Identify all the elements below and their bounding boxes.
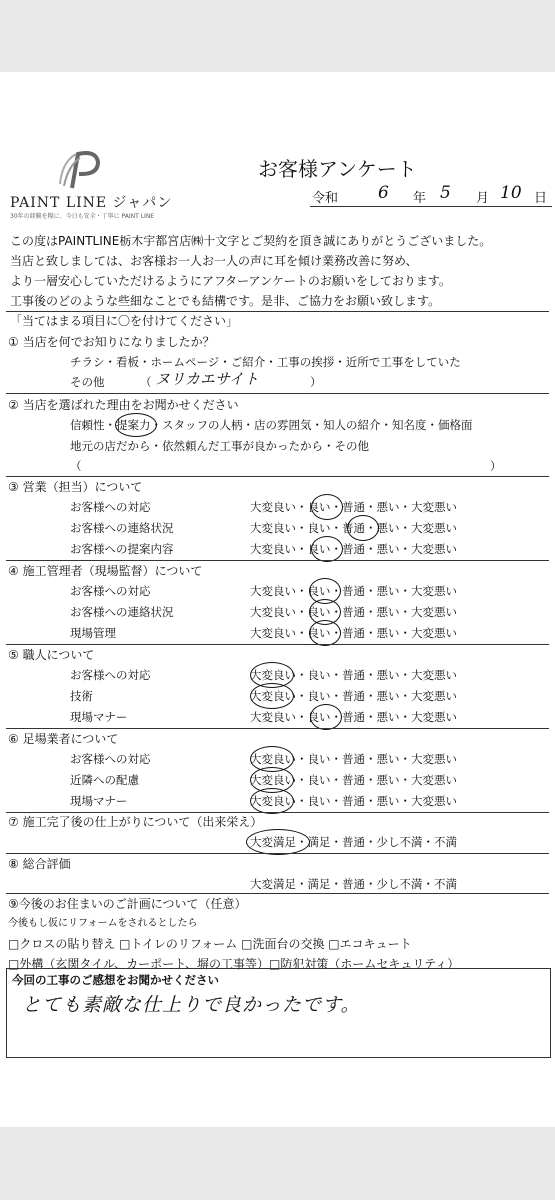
- q4-title: ④ 施工管理者（現場監督）について: [8, 564, 203, 578]
- q4-scale: 大変良い・良い・普通・悪い・大変悪い: [250, 605, 457, 619]
- brand-tagline: 30年の経験を糧に、今日も安全・丁寧に PAINT LINE: [10, 213, 155, 220]
- q8-title: ⑧ 総合評価: [8, 857, 71, 871]
- q6-answer-circle: [250, 788, 294, 814]
- q2-options-2: 地元の店だから・依然頼んだ工事が良かったから・その他: [70, 439, 369, 453]
- q3-title: ③ 営業（担当）について: [8, 480, 143, 494]
- q9-sub: 今後もし仮にリフォームをされるとしたら: [8, 918, 198, 929]
- intro-line: 工事後のどのような些細なことでも結構です。是非、ご協力をお願い致します。: [10, 294, 441, 308]
- q5-scale: 大変良い・良い・普通・悪い・大変悪い: [250, 689, 457, 703]
- date-year-unit: 年: [413, 191, 427, 206]
- q4-scale: 大変良い・良い・普通・悪い・大変悪い: [250, 584, 457, 598]
- date-day-unit: 日: [534, 191, 548, 206]
- q4-scale: 大変良い・良い・普通・悪い・大変悪い: [250, 626, 457, 640]
- q7-title: ⑦ 施工完了後の仕上がりについて（出来栄え）: [8, 815, 263, 829]
- q4-item: お客様への対応: [70, 584, 151, 598]
- q5-title: ⑤ 職人について: [8, 648, 95, 662]
- comment-box-title: 今回の工事のご感想をお聞かせください: [12, 973, 219, 987]
- intro-line: この度はPAINTLINE栃木宇都宮店㈱十文字とご契約を頂き誠にありがとうございました。: [10, 234, 492, 248]
- q4-answer-circle: [309, 620, 341, 646]
- instruction: 「当てはまる項目に〇を付けてください」: [10, 314, 239, 328]
- q3-scale: 大変良い・良い・普通・悪い・大変悪い: [250, 500, 457, 514]
- q1-options: チラシ・看板・ホームページ・ご紹介・工事の挨拶・近所で工事をしていた: [70, 355, 461, 369]
- q1-other-label: その他: [70, 375, 105, 389]
- q3-answer-circle: [311, 494, 343, 520]
- q6-scale: 大変良い・良い・普通・悪い・大変悪い: [250, 794, 457, 808]
- q6-item: 近隣への配慮: [70, 773, 139, 787]
- page-title: お客様アンケート: [258, 157, 417, 181]
- q5-scale: 大変良い・良い・普通・悪い・大変悪い: [250, 668, 457, 682]
- divider: [6, 393, 549, 394]
- date-underline: [310, 206, 552, 207]
- q3-answer-circle: [311, 536, 343, 562]
- q1-title: ① 当店を何でお知りになりましたか？: [8, 335, 215, 349]
- q1-other-close: ）: [310, 375, 322, 389]
- brand-name: PAINT LINE ジャパン: [10, 195, 173, 211]
- q6-item: お客様への対応: [70, 752, 151, 766]
- date-day: 10: [500, 183, 522, 203]
- q6-scale: 大変良い・良い・普通・悪い・大変悪い: [250, 773, 457, 787]
- q9-options-row-1: □クロスの貼り替え □トイレのリフォーム □洗面台の交換 □エコキュート: [8, 937, 412, 951]
- q1-other-value: ヌリカエサイト: [155, 370, 259, 388]
- date-month: 5: [440, 183, 451, 203]
- q5-item: お客様への対応: [70, 668, 151, 682]
- divider: [6, 853, 549, 854]
- q6-title: ⑥ 足場業者について: [8, 732, 119, 746]
- q3-scale: 大変良い・良い・普通・悪い・大変悪い: [250, 542, 457, 556]
- date-era: 令和: [312, 191, 339, 206]
- divider: [6, 893, 549, 894]
- q2-paren-close: ）: [490, 459, 502, 473]
- date-month-unit: 月: [476, 191, 490, 206]
- comment-text: とても素敵な仕上りで良かったです。: [22, 994, 361, 1016]
- q3-item: お客様への提案内容: [70, 542, 174, 556]
- q4-item: お客様への連絡状況: [70, 605, 174, 619]
- divider: [6, 560, 549, 561]
- divider: [6, 644, 549, 645]
- q5-item: 技術: [70, 689, 93, 703]
- q5-scale: 大変良い・良い・普通・悪い・大変悪い: [250, 710, 457, 724]
- q9-title: ⑨今後のお住まいのご計画について（任意）: [8, 897, 247, 911]
- q2-title: ② 当店を選ばれた理由をお聞かせください: [8, 398, 239, 412]
- q4-item: 現場管理: [70, 626, 116, 640]
- q7-answer-circle: [246, 829, 310, 855]
- q5-answer-circle: [310, 704, 342, 730]
- divider: [6, 476, 549, 477]
- q9-options-row-2: □外構（玄関タイル、カーポート、塀の工事等）□防犯対策（ホームセキュリティ）: [8, 957, 460, 971]
- q6-item: 現場マナー: [70, 794, 128, 808]
- divider: [6, 728, 549, 729]
- q5-item: 現場マナー: [70, 710, 128, 724]
- q3-answer-circle: [347, 515, 379, 541]
- q3-item: お客様への連絡状況: [70, 521, 174, 535]
- q3-item: お客様への対応: [70, 500, 151, 514]
- intro-line: 当店と致しましては、お客様お一人お一人の声に耳を傾け業務改善に努め、: [10, 254, 418, 268]
- q8-scale: 大変満足・満足・普通・少し不満・不満: [250, 877, 457, 891]
- q2-answer-circle: [115, 413, 157, 437]
- q2-options-1: 信頼性・提案力・スタッフの人柄・店の雰囲気・知人の紹介・知名度・価格面: [70, 418, 473, 432]
- brand-logo-icon: [52, 148, 102, 192]
- q6-scale: 大変良い・良い・普通・悪い・大変悪い: [250, 752, 457, 766]
- q3-scale: 大変良い・良い・普通・悪い・大変悪い: [250, 521, 457, 535]
- q2-paren-open: （: [70, 459, 82, 473]
- q7-scale: 大変満足・満足・普通・少し不満・不満: [250, 835, 457, 849]
- q1-other-open: （: [140, 375, 152, 389]
- date-year: 6: [378, 183, 389, 203]
- q5-answer-circle: [250, 683, 294, 709]
- intro-line: より一層安心していただけるようにアフターアンケートのお願いをしております。: [10, 274, 451, 288]
